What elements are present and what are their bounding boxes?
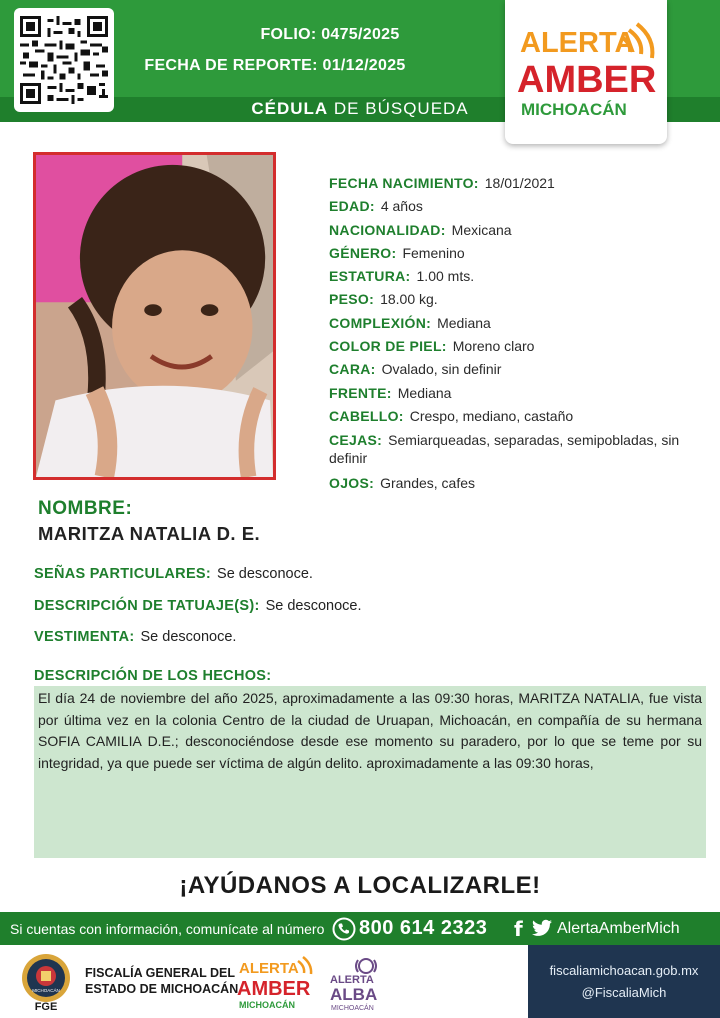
amber-small-line2: AMBER: [237, 978, 311, 1000]
detail-complexion: [329, 312, 699, 335]
report-date: FECHA DE REPORTE: 01/12/2025: [144, 57, 406, 74]
amber-logo-line2: AMBER: [517, 59, 657, 101]
detail-label: GÉNERO:: [329, 244, 397, 261]
senas-value: Se desconoce.: [217, 566, 313, 582]
phone-icon: [332, 917, 356, 941]
missing-person-photo: [33, 152, 276, 480]
detail-value: Mediana: [437, 314, 491, 331]
alba-line1: ALERTA: [330, 974, 374, 986]
detail-value: Femenino: [402, 244, 465, 261]
detail-value: Mediana: [397, 384, 452, 401]
document-title: [200, 99, 520, 119]
detail-label: ESTATURA:: [329, 268, 411, 285]
amber-logo-line1: ALERTA: [520, 27, 636, 59]
detail-value: Moreno claro: [452, 338, 535, 355]
detail-label: NACIONALIDAD:: [329, 221, 446, 238]
hechos-description: El día 24 de noviembre del año 2025, aproximadamente a las 09:30 horas, MARITZA NATALIA, fue vista por última vez en la colonia Centro de la ciudad de Uruapan, Michoacán, en compañía de su hermana SOFIA CAMILIA D.E.; desconociéndose desde ese momento su paradero, por lo que se teme por su integridad, ya que puede ser víctima de algún delito. aproximadamente a las 09:30 horas,: [34, 686, 706, 858]
amber-logo-line3: MICHOACÁN: [521, 100, 627, 119]
alerta-amber-logo: [505, 0, 667, 144]
detail-color-piel: [329, 335, 699, 358]
detail-value: Ovalado, sin definir: [381, 361, 502, 378]
tatuajes-value: Se desconoce.: [265, 598, 362, 614]
name-label: NOMBRE:: [38, 498, 133, 519]
alerta-alba-logo: [328, 950, 383, 1016]
detail-value: 4 años: [380, 198, 423, 215]
detail-value: 18/01/2021: [484, 175, 555, 191]
contact-info-text: Si cuentas con información, comunícate al número: [10, 921, 325, 937]
tatuajes-label: DESCRIPCIÓN DE TATUAJE(S):: [34, 598, 260, 614]
document-title-bold: CÉDULA: [251, 99, 329, 118]
detail-value: 1.00 mts.: [416, 268, 475, 285]
detail-ojos: [329, 472, 699, 495]
facebook-icon: f: [514, 917, 523, 941]
detail-value: Mexicana: [451, 221, 512, 238]
alba-line3: MICHOACÁN: [331, 1005, 374, 1012]
fiscalia-line2: ESTADO DE MICHOACÁN: [85, 982, 239, 996]
detail-value: Grandes, cafes: [380, 475, 476, 492]
document-title-rest: DE BÚSQUEDA: [328, 99, 469, 118]
detail-label: FECHA NACIMIENTO:: [329, 175, 479, 191]
qr-code-image: [20, 14, 108, 106]
detail-value: Semiarqueadas, separadas, semipobladas, sin definir: [329, 432, 680, 467]
phone-number[interactable]: 800 614 2323: [359, 917, 488, 939]
detail-edad: [329, 195, 699, 218]
folio-number: FOLIO: 0475/2025: [260, 26, 400, 43]
detail-label: CABELLO:: [329, 407, 404, 424]
detail-peso: [329, 288, 699, 311]
detail-cabello: [329, 405, 699, 428]
detail-fecha-nacimiento: [329, 172, 699, 195]
vestimenta-label: VESTIMENTA:: [34, 629, 135, 645]
fiscalia-social-handle[interactable]: @FiscaliaMich: [581, 985, 667, 1000]
fge-seal-logo: [18, 952, 74, 1012]
twitter-icon: [532, 919, 552, 937]
header-bar: [0, 0, 720, 122]
social-handle[interactable]: AlertaAmberMich: [557, 920, 680, 937]
detail-value: Crespo, mediano, castaño: [409, 407, 574, 424]
alba-line2: ALBA: [330, 985, 378, 1004]
fge-ring-text: MICHOACÁN: [32, 988, 60, 993]
detail-label: PESO:: [329, 291, 375, 308]
amber-small-line1: ALERTA: [239, 960, 299, 977]
detail-label: CEJAS:: [329, 432, 383, 449]
qr-code: [14, 8, 114, 112]
detail-value: 18.00 kg.: [380, 291, 438, 308]
detail-label: EDAD:: [329, 198, 375, 215]
detail-label: CARA:: [329, 361, 376, 378]
detail-nacionalidad: [329, 219, 699, 242]
detail-label: OJOS:: [329, 475, 375, 492]
person-name: MARITZA NATALIA D. E.: [38, 523, 261, 544]
help-locate-heading: ¡AYÚDANOS A LOCALIZARLE!: [179, 872, 541, 899]
detail-label: COLOR DE PIEL:: [329, 338, 447, 355]
tatuajes: [34, 598, 362, 614]
website-link[interactable]: fiscaliamichoacan.gob.mx: [549, 963, 699, 978]
vestimenta-value: Se desconoce.: [140, 629, 237, 645]
fiscalia-line1: FISCALÍA GENERAL DEL: [85, 966, 236, 980]
vestimenta: [34, 629, 236, 645]
detail-estatura: [329, 265, 699, 288]
alerta-amber-small-logo: [236, 953, 316, 1013]
detail-cejas: [329, 431, 699, 467]
detail-label: FRENTE:: [329, 384, 392, 401]
fge-label: FGE: [34, 1001, 58, 1012]
footer-contact-panel: [528, 945, 720, 1018]
detail-cara: [329, 358, 699, 381]
detail-frente: [329, 382, 699, 405]
detail-label: COMPLEXIÓN:: [329, 314, 432, 331]
senas-label: SEÑAS PARTICULARES:: [34, 566, 212, 582]
details-list: [329, 172, 699, 496]
contact-bar: [0, 912, 720, 945]
fiscalia-name: [85, 965, 238, 997]
hechos-label: DESCRIPCIÓN DE LOS HECHOS:: [34, 668, 272, 684]
footer: [0, 945, 720, 1018]
senas-particulares: [34, 566, 313, 582]
detail-genero: [329, 242, 699, 265]
amber-small-line3: MICHOACÁN: [239, 1000, 295, 1010]
